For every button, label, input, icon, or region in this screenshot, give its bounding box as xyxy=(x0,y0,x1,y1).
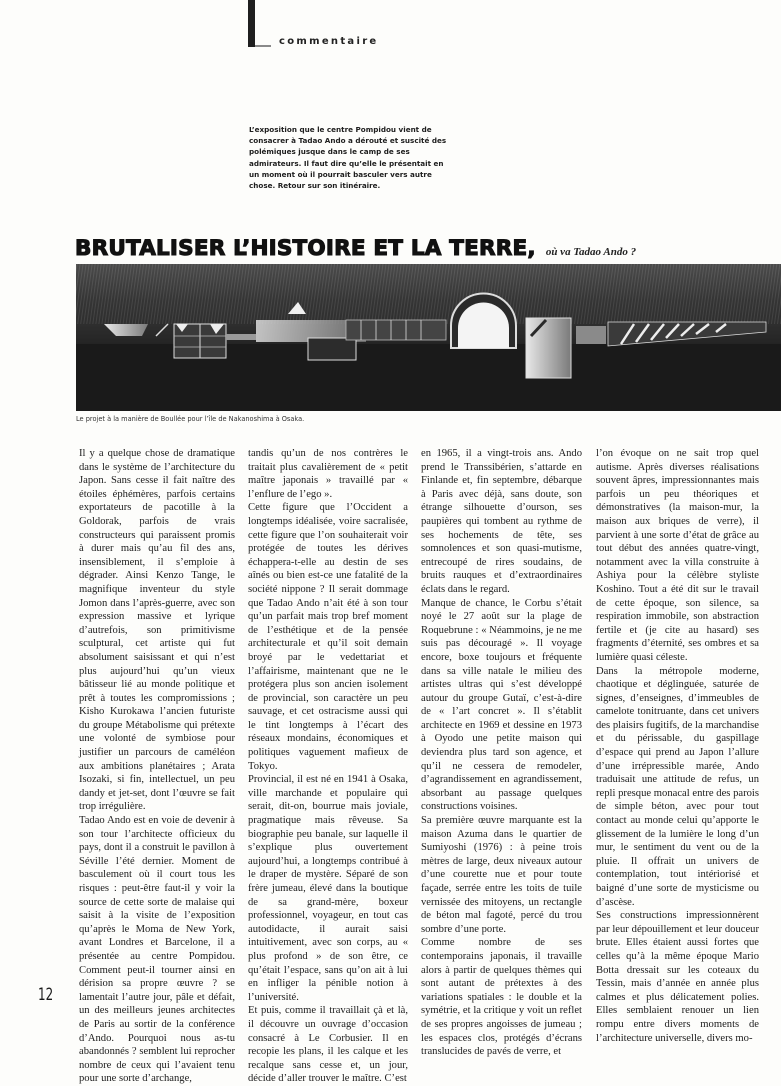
paragraph: Ses constructions impressionnèrent par leur dépouillement et leur douceur brute. Elles étaient aussi fortes que celles qu’à la même époque Mario Botta dressait sur les coteaux du Tessin, mais d’année en année plus calmes et plus délicatement polies. Elles semblaient renouer un lien rompu entre divers moments de l’architecture universelle, divers mo- xyxy=(596,910,759,1044)
photo-caption: Le projet à la manière de Boullée pour l’île de Nakanoshima à Osaka. xyxy=(76,415,305,423)
paragraph: en 1965, il a vingt-trois ans. Ando prend le Transsibérien, s’attarde en Finlande et, fin septembre, débarque à Paris avec déjà, sans doute, son étrange silhouette d’ourson, ses paupières qui tombent au rythme de ses hochements de tête, ses somnolences et son quasi-mutisme, entrecoupé de rires soudains, de bruits rauques et d’extraordinaires éclats dans le regard. xyxy=(421,448,582,595)
paragraph: Comme nombre de ses contemporains japonais, il travaille alors à partir de quelques thèmes qui sont autant de prétextes à des variations spatiales : le double et la symétrie, et la critique y voit un reflet de ses propres angoisses de jumeau ; les espaces clos, protégés d’écrans translucides de pavés de verre, et xyxy=(421,937,582,1058)
paragraph: l’on évoque on ne sait trop quel autisme. Après diverses réalisations souvent âpres, impressionnantes mais parfois un peu théoriques et démonstratives (la maison-mur, la maison aux briques de verre), il parvient à une sorte d’état de grâce au tout début des années quatre-vingt, notamment avec la villa construite à Ashiya pour la célèbre styliste Koshino. Tout a été dit sur le travail de cette époque, son silence, sa respiration immobile, son abstraction fertile et (je cite au hasard) ses fragments d’éternité, ses ombres et sa lumière quasi céleste. xyxy=(596,448,759,663)
article-headline xyxy=(75,226,636,263)
paragraph: Tadao Ando est en voie de devenir à son tour l’architecte officieux du pays, dont il a construit le pavillon à Séville l’été dernier. Moment de basculement où il court tous les risques : peut-être faut-il y voir la source de cette sorte de malaise qui saisit à la visite de l’exposition qu’après le Moma de New York, avant Londres et Barcelone, il a présentée au centre Pompidou. Comment peut-il tourner ainsi en dérision sa propre œuvre ? se lamentait l’autre jour, pâle et défait, un des meilleurs jeunes architectes de Paris au sortir de la conférence d’Ando. Pourquoi nous as-tu abandonnés ? semblent lui reprocher nombre de ceux qui l’avaient tenu pour une sorte d’archange, xyxy=(79,815,235,1085)
drawing-illustration xyxy=(76,264,781,411)
article-lead: L’exposition que le centre Pompidou vient de consacrer à Tadao Ando a dérouté et suscité des polémiques jusque dans le camp de ses admirateurs. Il faut dire qu’elle le présentait en un moment où il pourrait basculer vers autre chose. Retour sur son itinéraire. xyxy=(249,125,447,191)
paragraph: Il y a quelque chose de dramatique dans le système de l’architecture du Japon. Sans cesse il fait naître des étoiles éphémères, parfois certains exportateurs de pacotille à la Goldorak, parfois de vrais constructeurs qui paraissent promis à durer mais qu’au fil des ans, insensiblement, il s’emploie à dégrader. Ainsi Kenzo Tange, le magnifique inventeur du style Jomon dans l’après-guerre, avec son expression massive et lyrique d’autrefois, son primitivisme sculptural, cet artiste qui fut absolument saisissant et qui n’est plus aujourd’hui qu’un vieux bâtisseur lié au monde politique et prêt à toutes les compromissions ; Kisho Kurokawa l’ancien futuriste du groupe Métabolisme qui prétexte une volonté de symbiose pour justifier un parcours de caméléon aux ambitions planétaires ; Arata Isozaki, si fin, intellectuel, un peu dandy et jet-set, dont l’œuvre se fait trop irrégulière. xyxy=(79,448,235,813)
section-marker-rule xyxy=(255,45,271,47)
article-column-1 xyxy=(79,447,235,1086)
headline-subtitle: où va Tadao Ando ? xyxy=(545,246,637,258)
section-marker-bar xyxy=(248,0,255,47)
article-column-3 xyxy=(421,447,582,1059)
paragraph: Dans la métropole moderne, chaotique et déglinguée, saturée de signes, d’enseignes, d’immeubles de camelote tonitruante, dans cet univers des plaisirs fugitifs, de la marchandise et du périssable, du gaspillage d’espace qui prend au Japon l’allure d’une irrépressible marée, Ando traduisait une attitude de refus, un repli presque monacal entre des parois de simple béton, avec pour tout contact au monde celui qu’apporte le glissement de la lumière le long d’un mur, le sentiment du vent ou de la pluie. Il offrait un univers de contemplation, tout intériorisé et baigné d’une sorte de mysticisme ou d’ascèse. xyxy=(596,665,759,908)
paragraph: Et puis, comme il travaillait çà et là, il découvre un ouvrage d’occasion consacré à Le Corbusier. Il en recopie les plans, il les calque et les recalque sans cesse et, un jour, décide d’aller trouver le maître. C’est xyxy=(248,1005,408,1085)
article-column-4 xyxy=(596,447,759,1045)
headline-title: BRUTALISER L’HISTOIRE ET LA TERRE, xyxy=(75,236,536,261)
article-column-2 xyxy=(248,447,408,1086)
paragraph: Provincial, il est né en 1941 à Osaka, ville marchande et populaire qui serait, dit-on, bourrue mais joviale, pragmatique mais rêveuse. Sa biographie peu banale, sur laquelle il s’explique plus ouvertement aujourd’hui, a longtemps contribué à le draper de mystère. Séparé de son frère jumeau, élevé dans la boutique de sa grand-mère, boxeur professionnel, voyageur, en tout cas autodidacte, il aurait saisi intuitivement, avec son corps, au « plus profond » de son être, ce qu’était l’espace, sans qu’on ait à lui en infliger la pénible notion à l’université. xyxy=(248,774,408,1003)
paragraph: Manque de chance, le Corbu s’était noyé le 27 août sur la plage de Roquebrune : « Néammoins, je ne me suis pas découragé ». Il voyage encore, boxe toujours et fréquente dans sa ville natale le milieu des artistes ultras qui s’est développé autour du groupe Gutaï, c’est-à-dire de « l’art concret ». Il s’établit architecte en 1969 et dessine en 1973 à Oyodo une petite maison qui deviendra plus tard son agence, et qu’il ne cessera de remodeler, d’agrandissement en agrandissement, absorbant au passage quelques constructions voisines. xyxy=(421,597,582,813)
paragraph: tandis qu’un de nos contrères le traitait plus cavalièrement de « petit maître japonais » travaillé par « l’enflure de l’ego ». xyxy=(248,448,408,500)
page-number: 12 xyxy=(38,985,54,1005)
paragraph: Sa première œuvre marquante est la maison Azuma dans le quartier de Sumiyoshi (1976) : à peine trois mètres de large, deux niveaux autour d’une courette nue et pour toute façade, serrée entre les toits de tuile vernissée des mitoyens, un rectangle de béton mal fagoté, percé du trou sombre d’une porte. xyxy=(421,815,582,935)
section-label: commentaire xyxy=(279,36,379,47)
architectural-section-drawing xyxy=(76,264,781,411)
paragraph: Cette figure que l’Occident a longtemps idéalisée, voire sacralisée, cette figure que l’on souhaiterait voir protégée de toutes les dérives échappera-t-elle au destin de ses aînés ou bien est-ce une fatalité de la société nippone ? Il serait dommage que Tadao Ando n’ait été à son tour qu’un parfait mais trop bref moment de l’esthétique et de la pensée architecturale et qu’il soit demain broyé par le vedettariat et l’affairisme, maintenant que ne le protégera plus son ancien isolement de provincial, son caractère un peu sauvage, et cet ostracisme aussi qui le tint longtemps à l’écart des réseaux mondains, économiques et politiques vaguement mafieux de Tokyo. xyxy=(248,502,408,772)
